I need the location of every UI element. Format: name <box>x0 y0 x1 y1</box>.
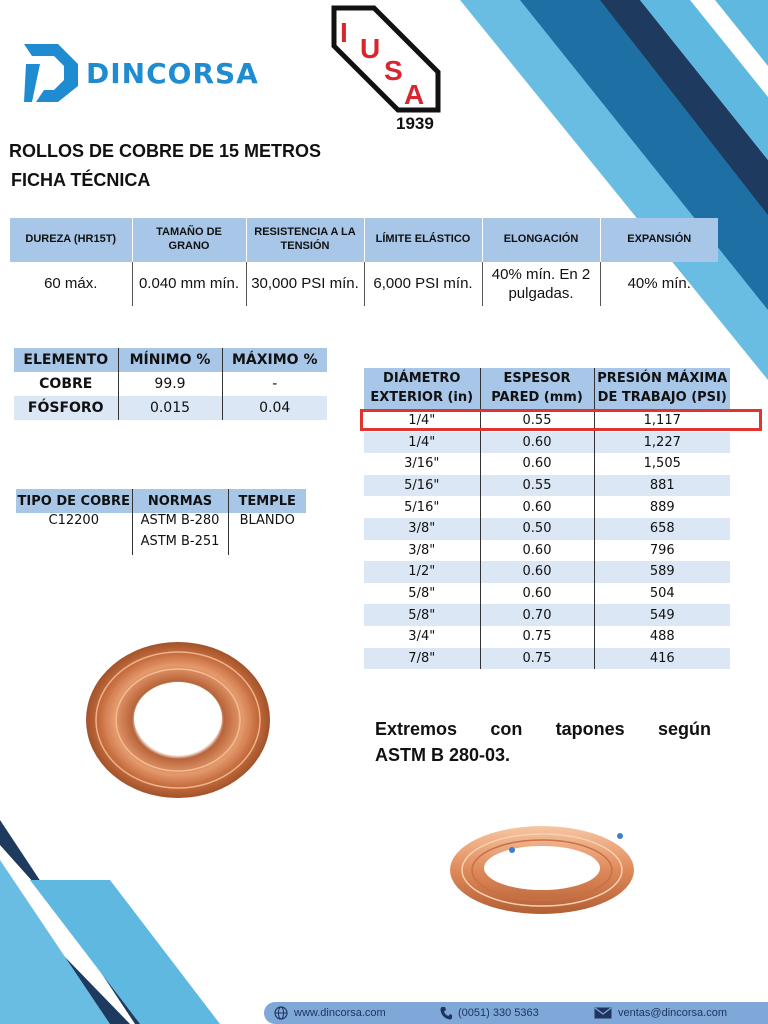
pressure-cell: 0.60 <box>480 453 594 475</box>
pressure-cell: 0.60 <box>480 540 594 562</box>
specs-header: TAMAÑO DE GRANO <box>132 218 246 262</box>
pressure-cell: 5/16" <box>364 475 480 497</box>
specs-header: ELONGACIÓN <box>482 218 600 262</box>
copper-coil-image-flat <box>448 820 636 916</box>
pressure-row <box>364 496 730 518</box>
pressure-header: PRESIÓN MÁXIMA DE TRABAJO (PSI) <box>594 368 730 410</box>
note-line-1: Extremos con tapones según <box>375 719 711 739</box>
footer-bar <box>264 1002 768 1024</box>
copper-coil-image <box>78 630 278 806</box>
pressure-cell: 589 <box>594 561 730 583</box>
pressure-cell: 5/8" <box>364 604 480 626</box>
elements-cell: - <box>272 376 278 392</box>
pressure-cell: 1,227 <box>594 432 730 454</box>
end-caps-note <box>375 716 711 768</box>
copper-type-cell <box>16 534 132 555</box>
specs-table <box>10 218 718 306</box>
iusa-letter-a: A <box>404 79 425 110</box>
specs-header: EXPANSIÓN <box>600 218 718 262</box>
pressure-cell: 0.50 <box>480 518 594 540</box>
copper-type-cell: BLANDO <box>239 513 295 528</box>
pressure-cell: 881 <box>594 475 730 497</box>
pressure-cell: 0.70 <box>480 604 594 626</box>
specs-cell: 60 máx. <box>10 262 132 306</box>
pressure-cell: 796 <box>594 540 730 562</box>
pressure-cell: 1,505 <box>594 453 730 475</box>
copper-type-header: NORMAS <box>132 489 228 513</box>
specs-cell: 30,000 PSI mín. <box>246 262 364 306</box>
copper-type-cell: ASTM B-280 <box>132 513 228 534</box>
pressure-row <box>364 626 730 648</box>
pressure-cell: 0.60 <box>480 432 594 454</box>
email-link[interactable]: ventas@dincorsa.com <box>618 1007 727 1019</box>
elements-header: ELEMENTO <box>14 348 118 372</box>
pressure-row <box>364 518 730 540</box>
elements-cell: 99.9 <box>118 372 222 396</box>
footer-website[interactable] <box>274 1002 386 1024</box>
phone-number[interactable]: (0051) 330 5363 <box>458 1007 539 1019</box>
elements-cell: 0.015 <box>118 396 222 420</box>
footer-phone[interactable] <box>440 1002 539 1024</box>
dincorsa-logo-icon <box>22 42 80 104</box>
specs-header: DUREZA (HR15T) <box>10 218 132 262</box>
pressure-cell: 5/8" <box>364 583 480 605</box>
iusa-letter-u: U <box>360 33 381 64</box>
pressure-cell: 1/2" <box>364 561 480 583</box>
pressure-row <box>364 432 730 454</box>
elements-table <box>14 348 327 420</box>
specs-header: LÍMITE ELÁSTICO <box>364 218 482 262</box>
copper-type-header: TIPO DE COBRE <box>16 489 132 513</box>
pressure-cell: 658 <box>594 518 730 540</box>
iusa-letter-i: I <box>340 17 348 48</box>
note-line-2: ASTM B 280-03. <box>375 745 511 765</box>
highlight-box <box>360 409 762 431</box>
elements-cell: COBRE <box>14 372 118 396</box>
specs-header: RESISTENCIA A LA TENSIÓN <box>246 218 364 262</box>
pressure-cell: 1/4" <box>364 432 480 454</box>
copper-type-cell: ASTM B-251 <box>132 534 228 555</box>
footer-email[interactable] <box>594 1002 727 1024</box>
pressure-header: ESPESOR PARED (mm) <box>480 368 594 410</box>
website-link[interactable]: www.dincorsa.com <box>294 1007 386 1019</box>
pressure-cell: 3/8" <box>364 540 480 562</box>
pressure-header: DIÁMETRO EXTERIOR (in) <box>364 368 480 410</box>
page-title: ROLLOS DE COBRE DE 15 METROS <box>9 141 322 161</box>
pressure-cell: 549 <box>594 604 730 626</box>
pressure-row <box>364 453 730 475</box>
mail-icon <box>594 1007 612 1019</box>
pressure-row <box>364 561 730 583</box>
pressure-cell: 0.75 <box>480 648 594 670</box>
copper-type-header: TEMPLE <box>228 489 306 513</box>
specs-cell: 6,000 PSI mín. <box>364 262 482 306</box>
elements-header: MÍNIMO % <box>118 348 222 372</box>
pressure-row <box>364 648 730 670</box>
pressure-cell: 1,117 <box>594 410 730 432</box>
pressure-cell: 889 <box>594 496 730 518</box>
brand-name: DINCORSA <box>86 56 259 90</box>
phone-icon <box>440 1006 452 1020</box>
specs-cell: 0.040 mm mín. <box>132 262 246 306</box>
pressure-cell: 0.60 <box>480 561 594 583</box>
iusa-year: 1939 <box>396 114 434 133</box>
pressure-cell: 0.60 <box>480 496 594 518</box>
page-subtitle: FICHA TÉCNICA <box>11 170 151 190</box>
pressure-cell: 488 <box>594 626 730 648</box>
pressure-cell: 0.55 <box>480 410 594 432</box>
globe-icon <box>274 1006 288 1020</box>
specs-cell: 40% mín. En 2 pulgadas. <box>482 262 600 306</box>
pressure-row <box>364 475 730 497</box>
pressure-cell: 0.55 <box>480 475 594 497</box>
pressure-cell: 3/4" <box>364 626 480 648</box>
elements-header: MÁXIMO % <box>222 348 327 372</box>
pressure-cell: 1/4" <box>364 410 480 432</box>
pressure-row <box>364 583 730 605</box>
pressure-row <box>364 604 730 626</box>
pressure-cell: 3/8" <box>364 518 480 540</box>
iusa-letter-s: S <box>384 55 403 86</box>
elements-cell: 0.04 <box>222 396 327 420</box>
dincorsa-logo <box>22 42 259 104</box>
pressure-cell: 0.75 <box>480 626 594 648</box>
pressure-row <box>364 540 730 562</box>
pressure-cell: 504 <box>594 583 730 605</box>
pressure-cell: 7/8" <box>364 648 480 670</box>
pressure-cell: 3/16" <box>364 453 480 475</box>
copper-type-cell: C12200 <box>48 513 99 528</box>
copper-type-cell <box>228 534 306 555</box>
copper-type-table <box>16 489 306 555</box>
pressure-cell: 416 <box>594 648 730 670</box>
specs-cell: 40% mín. <box>627 275 691 293</box>
elements-cell: FÓSFORO <box>14 396 118 420</box>
pressure-cell: 0.60 <box>480 583 594 605</box>
pressure-cell: 5/16" <box>364 496 480 518</box>
